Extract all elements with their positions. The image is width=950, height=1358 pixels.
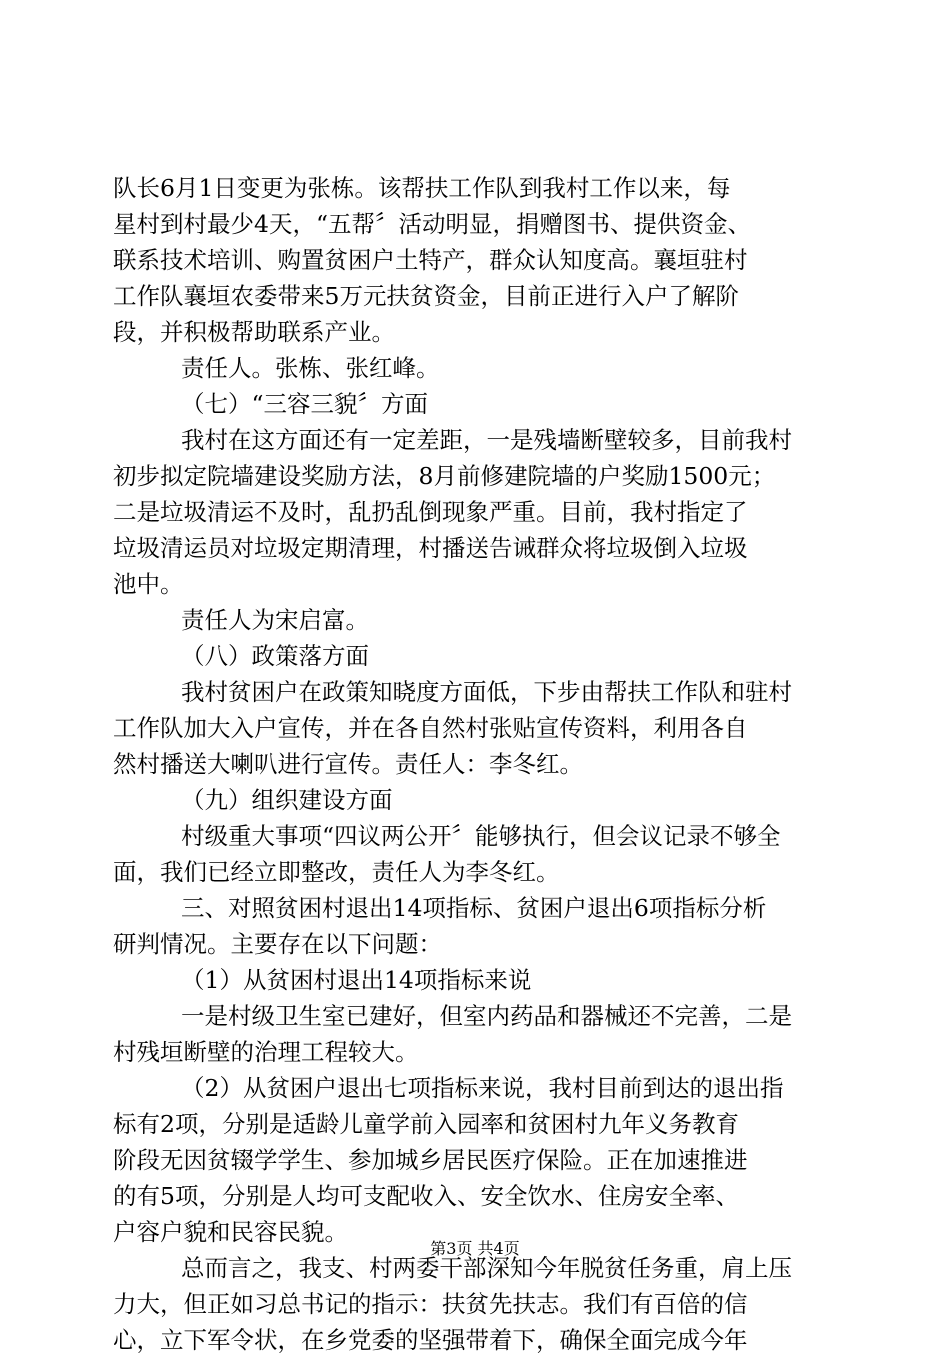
paragraph-start: 一是村级卫生室已建好，但室内药品和器械还不完善，二是 bbox=[181, 1002, 792, 1030]
text-line: 初步拟定院墙建设奖励方法，8月前修建院墙的户奖励1500元； bbox=[113, 462, 776, 490]
text-line: 垃圾清运员对垃圾定期清理，村播送告诫群众将垃圾倒入垃圾 bbox=[113, 534, 748, 562]
text-line: 阶段无因贫辍学学生、参加城乡居民医疗保险。正在加速推进 bbox=[113, 1146, 748, 1174]
text-line: 标有2项，分别是适龄儿童学前入园率和贫困村九年义务教育 bbox=[113, 1110, 739, 1138]
text-line: 户容户貌和民容民貌。 bbox=[113, 1218, 348, 1246]
sub-heading: （1）从贫困村退出14项指标来说 bbox=[181, 966, 532, 994]
page-footer bbox=[0, 1238, 950, 1260]
section-heading: （七）“三容三貌〞方面 bbox=[181, 390, 429, 418]
document-body bbox=[113, 170, 843, 1358]
text-line: 池中。 bbox=[113, 570, 184, 598]
responsible-line: 责任人为宋启富。 bbox=[181, 606, 369, 634]
text-line: 工作队加大入户宣传，并在各自然村张贴宣传资料，利用各自 bbox=[113, 714, 748, 742]
text-line: 研判情况。主要存在以下问题： bbox=[113, 930, 442, 958]
text-line: 二是垃圾清运不及时，乱扔乱倒现象严重。目前，我村指定了 bbox=[113, 498, 748, 526]
text-line: 段，并积极帮助联系产业。 bbox=[113, 318, 395, 346]
text-line: 工作队襄垣农委带来5万元扶贫资金，目前正进行入户了解阶 bbox=[113, 282, 739, 310]
text-line: 队长6月1日变更为张栋。该帮扶工作队到我村工作以来，每 bbox=[113, 174, 731, 202]
text-line: 的有5项，分别是人均可支配收入、安全饮水、住房安全率、 bbox=[113, 1182, 739, 1210]
paragraph-start: （2）从贫困户退出七项指标来说，我村目前到达的退出指 bbox=[181, 1074, 784, 1102]
section-heading: （九）组织建设方面 bbox=[181, 786, 393, 814]
paragraph-start: 村级重大事项“四议两公开〞能够执行，但会议记录不够全 bbox=[181, 822, 781, 850]
section-heading: 三、对照贫困村退出14项指标、贫困户退出6项指标分析 bbox=[181, 894, 767, 922]
text-line: 面，我们已经立即整改，责任人为李冬红。 bbox=[113, 858, 560, 886]
page-number: 第3页 共4页 bbox=[430, 1239, 520, 1258]
paragraph-start: 总而言之，我支、村两委干部深知今年脱贫任务重，肩上压 bbox=[181, 1254, 792, 1282]
text-line: 心，立下军令状，在乡党委的坚强带着下，确保全面完成今年 bbox=[113, 1326, 748, 1354]
responsible-line: 责任人。张栋、张红峰。 bbox=[181, 354, 440, 382]
text-line: 力大，但正如习总书记的指示：扶贫先扶志。我们有百倍的信 bbox=[113, 1290, 748, 1318]
section-heading: （八）政策落方面 bbox=[181, 642, 369, 670]
text-line: 然村播送大喇叭进行宣传。责任人：李冬红。 bbox=[113, 750, 583, 778]
text-line: 星村到村最少4天，“五帮〞活动明显，捐赠图书、提供资金、 bbox=[113, 210, 751, 238]
text-line: 村残垣断壁的治理工程较大。 bbox=[113, 1038, 419, 1066]
paragraph-start: 我村贫困户在政策知晓度方面低，下步由帮扶工作队和驻村 bbox=[181, 678, 792, 706]
text-line: 联系技术培训、购置贫困户土特产，群众认知度高。襄垣驻村 bbox=[113, 246, 748, 274]
paragraph-start: 我村在这方面还有一定差距，一是残墙断壁较多，目前我村 bbox=[181, 426, 792, 454]
